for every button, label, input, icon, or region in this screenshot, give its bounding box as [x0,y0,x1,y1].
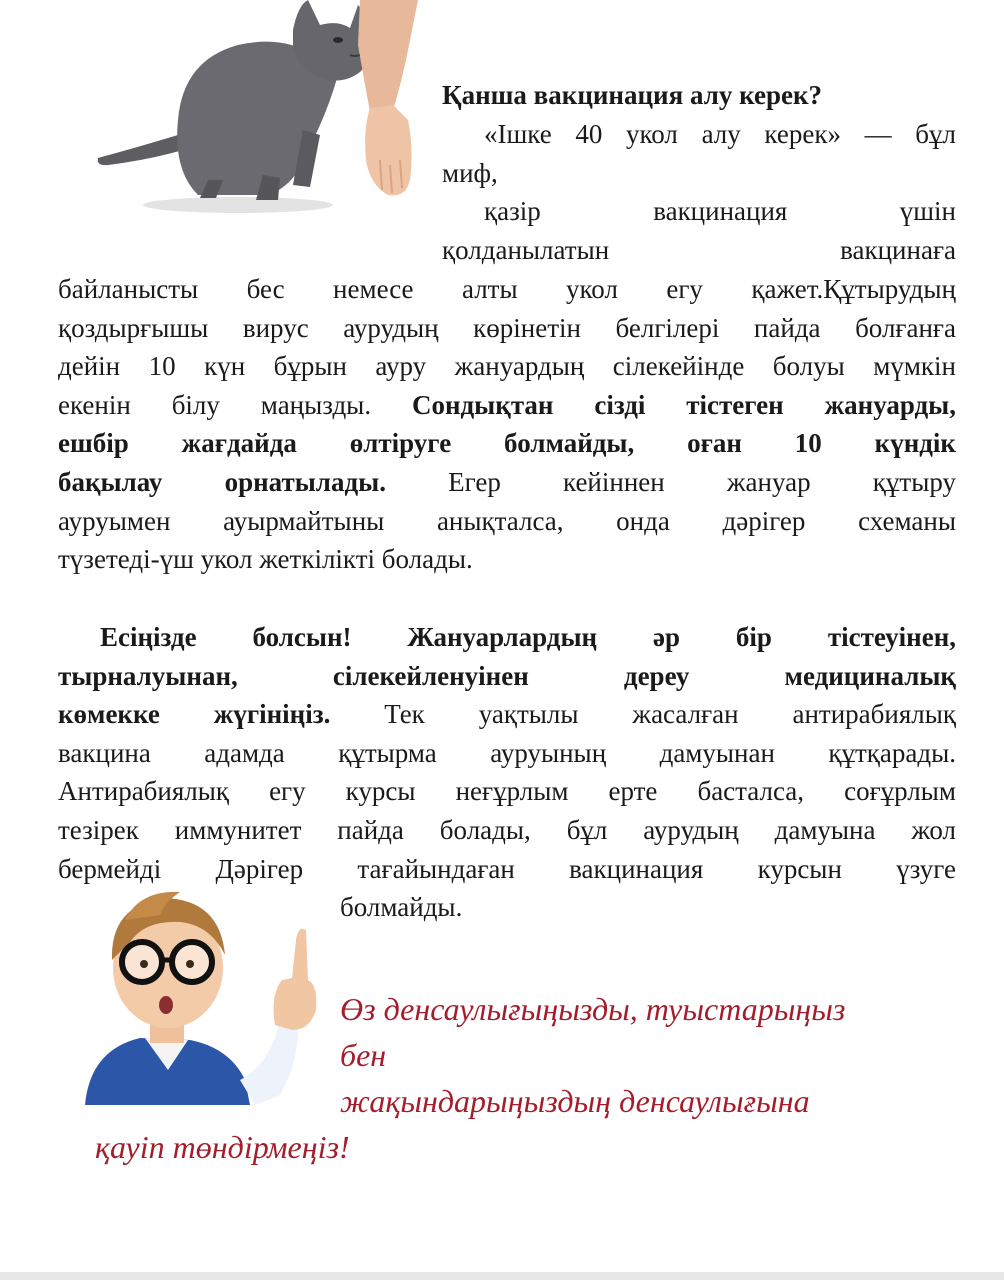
text-line [58,695,956,734]
text-line: ауруымен ауырмайтыны анықталса, онда дәрігер схеманы [58,505,956,536]
bold-text: бақылау орнатылады. [58,466,386,497]
section-heading: Қанша вакцинация алу керек? [442,80,823,110]
boy-with-glasses-pointing-illustration [70,880,340,1105]
text-line: «Ішке 40 укол алу керек» — бұл [484,119,956,149]
text-line: түзетеді-үш укол жеткілікті болады. [58,544,473,575]
text-line: байланысты бес немесе алты укол егу қажет.Құтырудың [58,274,956,304]
bold-text-line: Есіңізде болсын! Жануарлардың әр бір тістеуінен, [100,622,956,652]
bold-text: көмекке жүгініңіз. [58,699,331,730]
text-span: Тек уақтылы жасалған антирабиялық [330,699,956,730]
bold-text-line: тырналуынан, сілекейленуінен дереу медициналық [58,660,956,691]
warning-line: қауіп төндірмеңіз! [95,1129,350,1165]
text-line: миф, [442,157,498,188]
text-line: қоздырғышы вирус аурудың көрінетін белгілері пайда болғанға [58,312,956,343]
text-line: болмайды. [340,892,463,923]
text-line: қолданылатын вакцинаға [442,234,956,265]
text-line: Антирабиялық егу курсы неғұрлым ерте басталса, соғұрлым [58,776,956,807]
text-span: Егер кейіннен жануар құтыру [385,466,956,497]
warning-line: Өз денсаулығыңызды, туыстарыңыз [340,991,846,1027]
bottom-edge-bar [0,1272,1004,1280]
text-line: дейін 10 күн бұрын ауру жануардың сілекейінде болуы мүмкін [58,351,956,382]
text-line [58,463,956,502]
text-line: қазір вакцинация үшін [484,196,956,227]
text-span: екенін білу маңызды. [58,389,412,420]
intro-paragraph [442,115,956,269]
rabies-virus-paragraph [58,270,956,579]
warning-line: жақындарыңыздың денсаулығына [340,1083,810,1119]
bold-text-line: ешбір жағдайда өлтіруге болмайды, оған 10 күндік [58,428,956,459]
text-line: бермейді Дәрігер тағайындаған вакцинация курсын үзуге [58,853,956,884]
bold-text: Сондықтан сізді тістеген жануарды, [411,389,956,420]
text-line: тезірек иммунитет пайда болады, бұл аурудың дамуына жол [58,814,956,845]
cat-biting-hand-illustration [88,0,428,225]
warning-line: бен [340,1037,387,1073]
text-line [58,386,956,425]
text-line: вакцина адамда құтырма ауруының дамуынан құтқарады. [58,737,956,768]
